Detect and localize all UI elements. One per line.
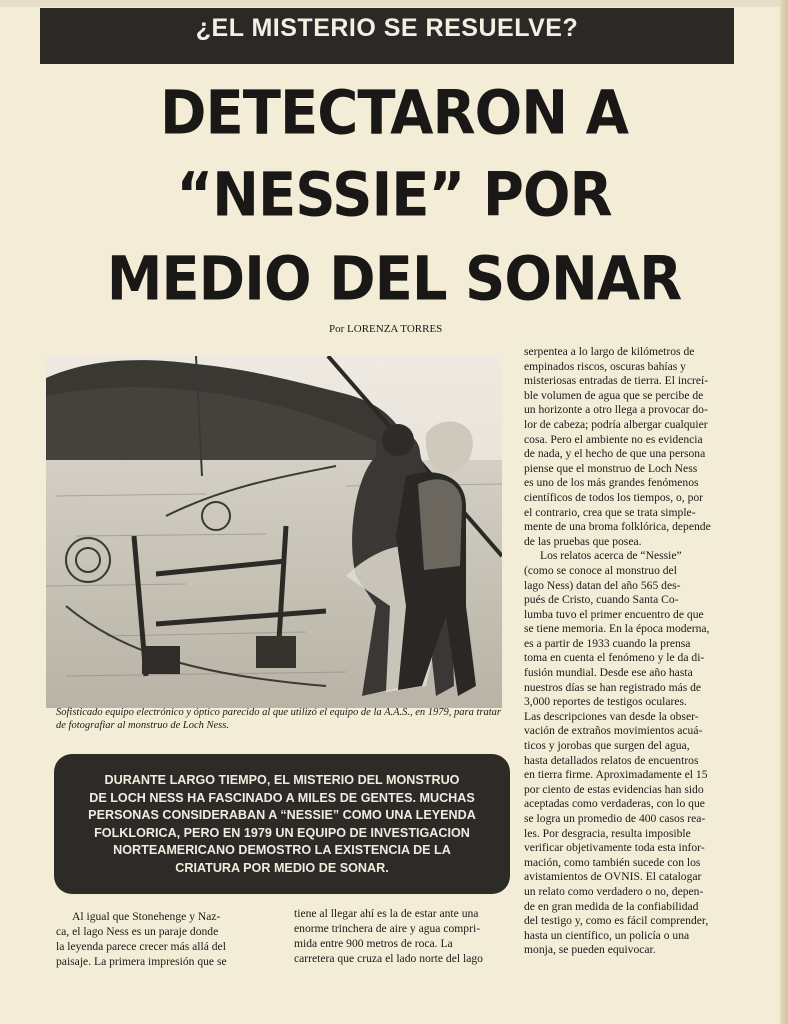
- body-line: pués de Cristo, cuando Santa Co-: [524, 593, 679, 607]
- body-line: la leyenda parece crecer más allá del: [56, 940, 226, 953]
- photo-caption: Sofisticado equipo electrónico y óptico parecido al que utilizó el equipo de la A.A.S., en 1979, para tratar de fotografiar al monstruo de Loch Ness.: [56, 707, 502, 731]
- body-line: tiene al llegar ahí es la de estar ante una: [294, 907, 479, 920]
- body-line: mación, como también sucede con los: [524, 855, 701, 869]
- body-line: 3,000 reportes de testigos oculares.: [524, 695, 687, 709]
- body-line: es uno de los más grandes fenómenos: [524, 476, 699, 490]
- body-column-left: [56, 909, 274, 969]
- body-line: científicos de todos los tiempos, o, por: [524, 490, 704, 504]
- body-line: cosa. Pero el ambiente no es evidencia: [524, 432, 703, 446]
- page-top-strip: [0, 0, 788, 7]
- body-line: se logra un promedio de 400 casos rea-: [524, 812, 706, 825]
- loch-ness-equipment-photo: [46, 356, 502, 708]
- body-line: toma en cuenta el fenómeno y le da di-: [524, 651, 705, 665]
- byline: Por LORENZA TORRES: [329, 323, 443, 335]
- body-line: lumba tuvo el primer encuentro de que: [524, 607, 704, 621]
- body-line: de las pruebas que posea.: [524, 534, 642, 548]
- body-line: hasta un científico, un policía o una: [524, 928, 690, 942]
- headline-line-1: DETECTARON A: [160, 78, 628, 149]
- body-line: avistamientos de OVNIS. El catalogar: [524, 870, 702, 884]
- body-line: serpentea a lo largo de kilómetros de: [524, 345, 695, 358]
- body-line: les. Por desgracia, resulta imposible: [524, 826, 691, 840]
- body-line: un relato como verdadero o no, depen-: [524, 884, 704, 898]
- body-line: hasta detallados relatos de encuentros: [524, 753, 699, 767]
- body-line: el contrario, crea que se trata simple-: [524, 505, 696, 519]
- body-line: vación de extraños movimientos acuá-: [524, 724, 703, 738]
- body-line: se tiene memoria. En la época moderna,: [524, 622, 710, 636]
- headline-line-3: MEDIO DEL SONAR: [106, 244, 682, 315]
- body-column-middle: [294, 906, 512, 966]
- body-line: fusión mundial. Desde ese año hasta: [524, 666, 693, 680]
- body-line: de nada, y el hecho de que una persona: [524, 447, 706, 461]
- body-line: un horizonte a otro llega a provocar do-: [524, 403, 708, 417]
- callout-line: PERSONAS CONSIDERABAN A “NESSIE” COMO UNA LEYENDA: [88, 808, 476, 822]
- summary-callout-box: [54, 754, 510, 894]
- body-line: aceptadas como verdaderas, con lo que: [524, 797, 705, 811]
- body-line: lago Ness) datan del año 565 des-: [524, 578, 681, 592]
- body-line: paisaje. La primera impresión que se: [56, 955, 227, 968]
- body-line: de en gran medida de la confiabilidad: [524, 899, 699, 913]
- body-line: del testigo y, como es fácil comprender,: [524, 914, 709, 928]
- body-line: nuestros días se han registrado más de: [524, 680, 702, 694]
- section-kicker-bar: [40, 8, 734, 64]
- section-kicker: ¿EL MISTERIO SE RESUELVE?: [195, 13, 579, 42]
- body-line: Al igual que Stonehenge y Naz-: [72, 910, 221, 923]
- headline-line-2: “NESSIE” POR: [176, 160, 612, 231]
- body-line: verificar objetivamente toda esta infor-: [524, 841, 705, 855]
- body-column-right: [524, 345, 752, 958]
- body-line: ca, el lago Ness es un paraje donde: [56, 925, 219, 938]
- body-line: (como se conoce al monstruo del: [524, 563, 677, 577]
- body-line: en tierra firme. Aproximadamente el 15: [524, 768, 708, 782]
- body-line: por ciento de estas evidencias han sido: [524, 782, 704, 796]
- body-line: mida entre 900 metros de roca. La: [294, 937, 453, 950]
- body-line: ble volumen de agua que se percibe de: [524, 388, 704, 402]
- body-line: enorme trinchera de aire y agua compri-: [294, 922, 481, 935]
- callout-line: FOLKLORICA, PERO EN 1979 UN EQUIPO DE INVESTIGACION: [94, 825, 470, 840]
- body-line: misteriosas entradas de tierra. El increí-: [524, 374, 709, 388]
- body-line: monja, se pueden equivocar.: [524, 943, 656, 957]
- body-line: Las descripciones van desde la obser-: [524, 709, 699, 723]
- body-line: piense que el monstruo de Loch Ness: [524, 461, 698, 475]
- callout-line: DE LOCH NESS HA FASCINADO A MILES DE GENTES. MUCHAS: [89, 790, 475, 805]
- callout-line: NORTEAMERICANO DEMOSTRO LA EXISTENCIA DE LA: [113, 843, 451, 857]
- body-line: ticos y jorobas que surgen del agua,: [524, 739, 690, 753]
- body-line: carretera que cruza el lado norte del lago: [294, 952, 483, 965]
- body-line: mente de una broma folklórica, depende: [524, 520, 711, 534]
- body-line: es a partir de 1933 cuando la prensa: [524, 636, 691, 650]
- body-line: lor de cabeza; podría albergar cualquier: [524, 417, 708, 431]
- callout-line: DURANTE LARGO TIEMPO, EL MISTERIO DEL MONSTRUO: [104, 773, 460, 787]
- body-line: Los relatos acerca de “Nessie”: [540, 549, 682, 563]
- article-photo: [46, 356, 502, 708]
- body-line: empinados riscos, oscuras bahías y: [524, 359, 686, 373]
- callout-line: CRIATURA POR MEDIO DE SONAR.: [175, 860, 389, 875]
- page-edge-shadow: [780, 0, 788, 1024]
